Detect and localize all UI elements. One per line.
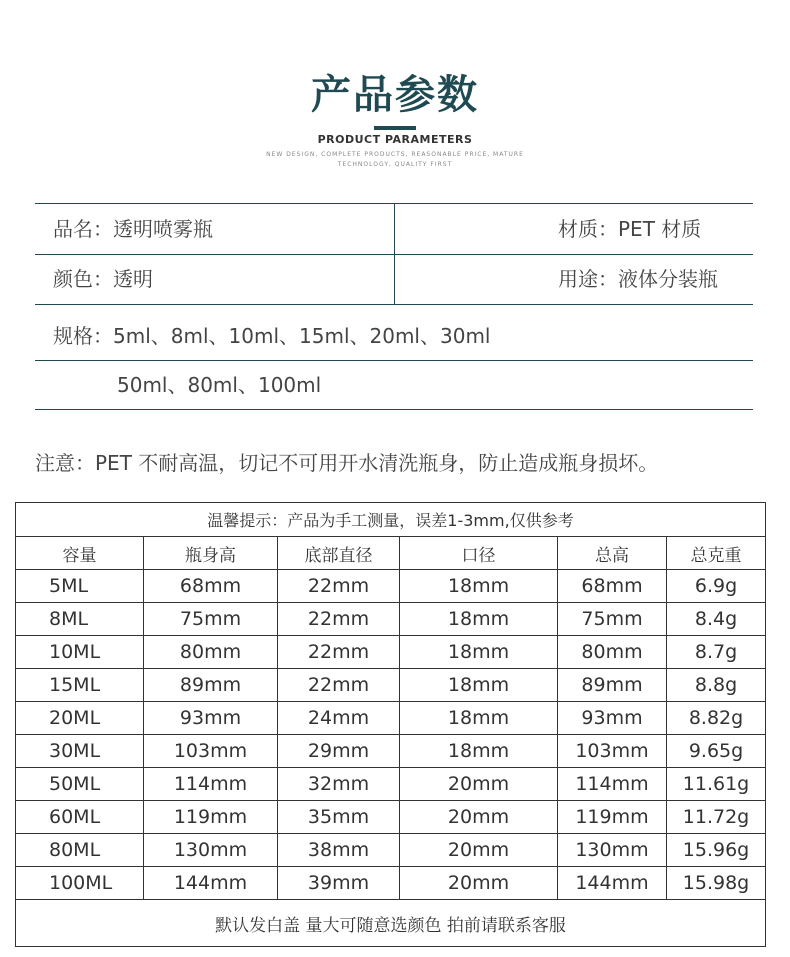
capacity-cell: 5ML: [16, 570, 144, 603]
table-cell: 93mm: [144, 702, 278, 735]
table-cell: 130mm: [558, 834, 667, 867]
table-cell: 18mm: [400, 636, 558, 669]
table-cell: 8.82g: [667, 702, 766, 735]
table-cell: 18mm: [400, 570, 558, 603]
table-cell: 22mm: [278, 570, 400, 603]
page-title: 产品参数: [311, 72, 479, 118]
table-cell: 22mm: [278, 603, 400, 636]
table-row: [16, 735, 766, 768]
table-cell: 93mm: [558, 702, 667, 735]
page-tagline: NEW DESIGN, COMPLETE PRODUCTS, REASONABLE PRICE, MATURE TECHNOLOGY, QUALITY FIRST: [266, 151, 524, 168]
spec-usage: 用途：液体分装瓶: [558, 267, 718, 291]
capacity-cell: 10ML: [16, 636, 144, 669]
spec-line-3: [35, 360, 753, 361]
table-cell: 144mm: [144, 867, 278, 900]
spec-divider: [394, 203, 395, 304]
table-header-row: [16, 537, 766, 570]
parameters-table: [15, 502, 766, 947]
table-row: [16, 603, 766, 636]
table-cell: 8.7g: [667, 636, 766, 669]
table-hint: 温馨提示：产品为手工测量，误差1-3mm,仅供参考: [16, 503, 766, 537]
header-cell: 总高: [558, 537, 667, 570]
table-cell: 39mm: [278, 867, 400, 900]
table-footer: 默认发白盖 量大可随意选颜色 拍前请联系客服: [16, 900, 766, 947]
title-underline: [374, 126, 416, 130]
table-cell: 80mm: [144, 636, 278, 669]
table-cell: 22mm: [278, 636, 400, 669]
table-cell: 75mm: [558, 603, 667, 636]
table-cell: 144mm: [558, 867, 667, 900]
table-row: [16, 801, 766, 834]
spec-line-bottom: [35, 409, 753, 410]
spec-material: 材质：PET 材质: [558, 217, 702, 241]
header-cell: 底部直径: [278, 537, 400, 570]
table-cell: 38mm: [278, 834, 400, 867]
header-cell: 总克重: [667, 537, 766, 570]
spec-color: 颜色：透明: [53, 267, 153, 291]
table-cell: 35mm: [278, 801, 400, 834]
capacity-cell: 30ML: [16, 735, 144, 768]
table-cell: 68mm: [558, 570, 667, 603]
header-cell: 瓶身高: [144, 537, 278, 570]
spec-sizes-line1: 规格：5ml、8ml、10ml、15ml、20ml、30ml: [53, 324, 491, 348]
table-cell: 9.65g: [667, 735, 766, 768]
table-cell: 20mm: [400, 867, 558, 900]
table-cell: 8.4g: [667, 603, 766, 636]
notice-text: 注意：PET 不耐高温，切记不可用开水清洗瓶身，防止造成瓶身损坏。: [35, 451, 659, 475]
title-block: [0, 70, 790, 170]
table-cell: 80mm: [558, 636, 667, 669]
capacity-cell: 50ML: [16, 768, 144, 801]
spec-name: 品名：透明喷雾瓶: [53, 217, 213, 241]
capacity-cell: 8ML: [16, 603, 144, 636]
table-cell: 75mm: [144, 603, 278, 636]
table-cell: 119mm: [558, 801, 667, 834]
table-cell: 103mm: [144, 735, 278, 768]
table-cell: 89mm: [558, 669, 667, 702]
table-row: [16, 702, 766, 735]
table-cell: 68mm: [144, 570, 278, 603]
capacity-cell: 100ML: [16, 867, 144, 900]
table-cell: 15.98g: [667, 867, 766, 900]
table-cell: 114mm: [558, 768, 667, 801]
table-cell: 89mm: [144, 669, 278, 702]
table-cell: 24mm: [278, 702, 400, 735]
header-cell: 口径: [400, 537, 558, 570]
table-row: [16, 867, 766, 900]
table-cell: 15.96g: [667, 834, 766, 867]
capacity-cell: 15ML: [16, 669, 144, 702]
header-cell: 容量: [16, 537, 144, 570]
table-cell: 8.8g: [667, 669, 766, 702]
table-row: [16, 669, 766, 702]
table-cell: 11.61g: [667, 768, 766, 801]
page-subtitle: PRODUCT PARAMETERS: [317, 133, 473, 146]
table-cell: 103mm: [558, 735, 667, 768]
table-cell: 22mm: [278, 669, 400, 702]
table-cell: 20mm: [400, 768, 558, 801]
table-cell: 20mm: [400, 834, 558, 867]
table-row: [16, 768, 766, 801]
table-cell: 18mm: [400, 735, 558, 768]
spec-sizes-line2: 50ml、80ml、100ml: [117, 373, 322, 397]
table-cell: 18mm: [400, 669, 558, 702]
table-cell: 6.9g: [667, 570, 766, 603]
table-cell: 20mm: [400, 801, 558, 834]
table-cell: 18mm: [400, 603, 558, 636]
table-cell: 29mm: [278, 735, 400, 768]
capacity-cell: 60ML: [16, 801, 144, 834]
table-cell: 130mm: [144, 834, 278, 867]
table-row: [16, 636, 766, 669]
table-row: [16, 834, 766, 867]
table-cell: 114mm: [144, 768, 278, 801]
table-cell: 18mm: [400, 702, 558, 735]
spec-line-2: [35, 304, 753, 305]
table-cell: 32mm: [278, 768, 400, 801]
table-cell: 11.72g: [667, 801, 766, 834]
capacity-cell: 20ML: [16, 702, 144, 735]
table-cell: 119mm: [144, 801, 278, 834]
capacity-cell: 80ML: [16, 834, 144, 867]
table-row: [16, 570, 766, 603]
